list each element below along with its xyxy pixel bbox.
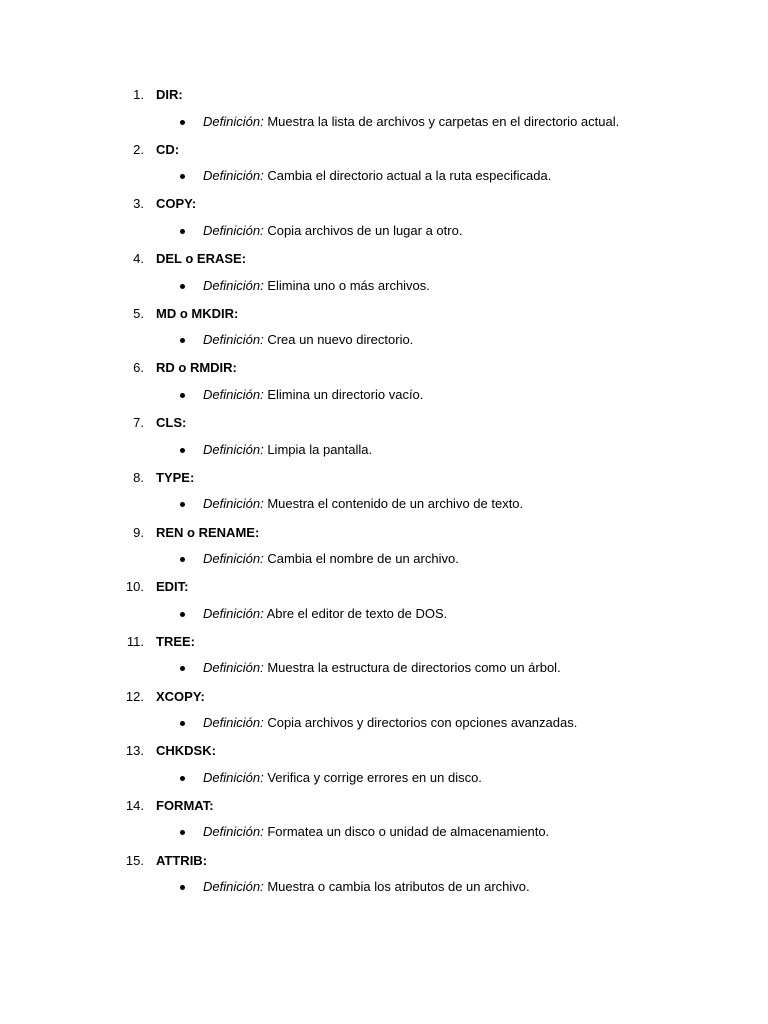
- definition-body: Elimina un directorio vacío.: [267, 386, 424, 402]
- definition-text: [203, 113, 619, 131]
- definition-label: Definición:: [203, 769, 264, 785]
- list-item: [0, 195, 768, 250]
- item-number: 1.: [133, 87, 144, 102]
- command-name: XCOPY:: [156, 688, 205, 704]
- definition-body: Muestra la lista de archivos y carpetas en el directorio actual.: [267, 113, 620, 129]
- list-item: [0, 359, 768, 414]
- list-item: [0, 688, 768, 743]
- item-number: 6.: [133, 360, 144, 376]
- command-name: CLS:: [156, 415, 187, 431]
- definition-body: Formatea un disco o unidad de almacenamiento.: [267, 824, 550, 840]
- item-number: 2.: [133, 141, 144, 157]
- item-number: 4.: [133, 251, 144, 267]
- definition-text: [203, 823, 549, 841]
- bullet-icon: [180, 174, 185, 179]
- bullet-icon: [180, 612, 185, 617]
- definition-text: [203, 605, 447, 623]
- command-name: TYPE:: [156, 469, 195, 485]
- definition-body: Muestra el contenido de un archivo de texto.: [267, 496, 524, 512]
- item-number: 12.: [125, 688, 144, 704]
- definition-text: [203, 386, 423, 404]
- definition-label: Definición:: [203, 277, 264, 293]
- item-number: 8.: [133, 469, 144, 485]
- definition-label: Definición:: [203, 605, 264, 621]
- list-item: [0, 469, 768, 524]
- item-number: 15.: [125, 852, 144, 868]
- definition-label: Definición:: [203, 113, 264, 129]
- item-number: 9.: [133, 524, 144, 540]
- definition-body: Cambia el directorio actual a la ruta especificada.: [267, 168, 552, 184]
- bullet-icon: [180, 721, 185, 726]
- command-name: DEL o ERASE:: [156, 251, 247, 267]
- list-item: [0, 414, 768, 469]
- command-name: CD:: [156, 141, 180, 157]
- definition-label: Definición:: [203, 879, 264, 895]
- command-name: ATTRIB:: [156, 852, 208, 868]
- list-item: [0, 305, 768, 360]
- definition-body: Copia archivos de un lugar a otro.: [267, 222, 463, 238]
- definition-body: Limpia la pantalla.: [267, 441, 373, 457]
- list-item: [0, 524, 768, 579]
- definition-body: Muestra la estructura de directorios como un árbol.: [267, 660, 561, 676]
- definition-label: Definición:: [203, 496, 264, 512]
- list-item: [0, 852, 768, 907]
- definition-label: Definición:: [203, 715, 264, 731]
- item-number: 13.: [125, 743, 144, 759]
- definition-text: [203, 769, 482, 787]
- list-item: [0, 250, 768, 305]
- item-number: 11.: [126, 633, 144, 649]
- command-name: CHKDSK:: [156, 743, 216, 759]
- definition-text: [203, 550, 459, 568]
- definition-text: [203, 659, 561, 677]
- bullet-icon: [180, 284, 185, 289]
- bullet-icon: [180, 557, 185, 562]
- command-name: FORMAT:: [156, 797, 214, 813]
- definition-text: [203, 167, 551, 185]
- definition-body: Abre el editor de texto de DOS.: [266, 605, 448, 621]
- list-item: [0, 578, 768, 633]
- definition-text: [203, 878, 530, 896]
- command-name: RD o RMDIR:: [156, 360, 237, 376]
- command-name: COPY:: [156, 196, 197, 212]
- definition-body: Cambia el nombre de un archivo.: [267, 551, 459, 566]
- definition-label: Definición:: [203, 222, 264, 238]
- list-item: [0, 797, 768, 852]
- bullet-icon: [180, 393, 185, 398]
- command-name: EDIT:: [156, 579, 189, 595]
- command-name: DIR:: [156, 87, 183, 102]
- definition-text: [203, 495, 523, 513]
- definition-label: Definición:: [203, 660, 264, 676]
- definition-text: [203, 714, 577, 732]
- definition-text: [203, 277, 430, 295]
- definition-label: Definición:: [203, 168, 264, 184]
- bullet-icon: [180, 502, 185, 507]
- command-list: [0, 86, 768, 906]
- list-item: [0, 633, 768, 688]
- definition-body: Verifica y corrige errores en un disco.: [267, 769, 482, 785]
- bullet-icon: [180, 776, 185, 781]
- definition-label: Definición:: [203, 332, 264, 348]
- definition-body: Crea un nuevo directorio.: [267, 332, 414, 348]
- bullet-icon: [180, 338, 185, 343]
- list-item: [0, 141, 768, 196]
- definition-body: Elimina uno o más archivos.: [267, 277, 430, 293]
- bullet-icon: [180, 666, 185, 671]
- bullet-icon: [180, 885, 185, 890]
- definition-text: [203, 441, 372, 459]
- bullet-icon: [180, 448, 185, 453]
- bullet-icon: [180, 229, 185, 234]
- command-name: TREE:: [156, 633, 195, 649]
- list-item: [0, 742, 768, 797]
- item-number: 3.: [133, 196, 144, 212]
- definition-label: Definición:: [203, 441, 264, 457]
- definition-label: Definición:: [203, 824, 264, 840]
- item-number: 5.: [133, 305, 144, 321]
- definition-body: Copia archivos y directorios con opciones avanzadas.: [267, 715, 578, 731]
- bullet-icon: [180, 830, 185, 835]
- definition-body: Muestra o cambia los atributos de un archivo.: [267, 879, 530, 895]
- item-number: 10.: [125, 579, 144, 595]
- definition-label: Definición:: [203, 551, 264, 566]
- list-item: [0, 86, 768, 141]
- command-name: MD o MKDIR:: [156, 305, 239, 321]
- definition-label: Definición:: [203, 386, 264, 402]
- definition-text: [203, 222, 462, 240]
- item-number: 14.: [125, 797, 144, 813]
- definition-text: [203, 331, 413, 349]
- bullet-icon: [180, 120, 185, 125]
- item-number: 7.: [133, 415, 144, 431]
- command-name: REN o RENAME:: [156, 524, 260, 540]
